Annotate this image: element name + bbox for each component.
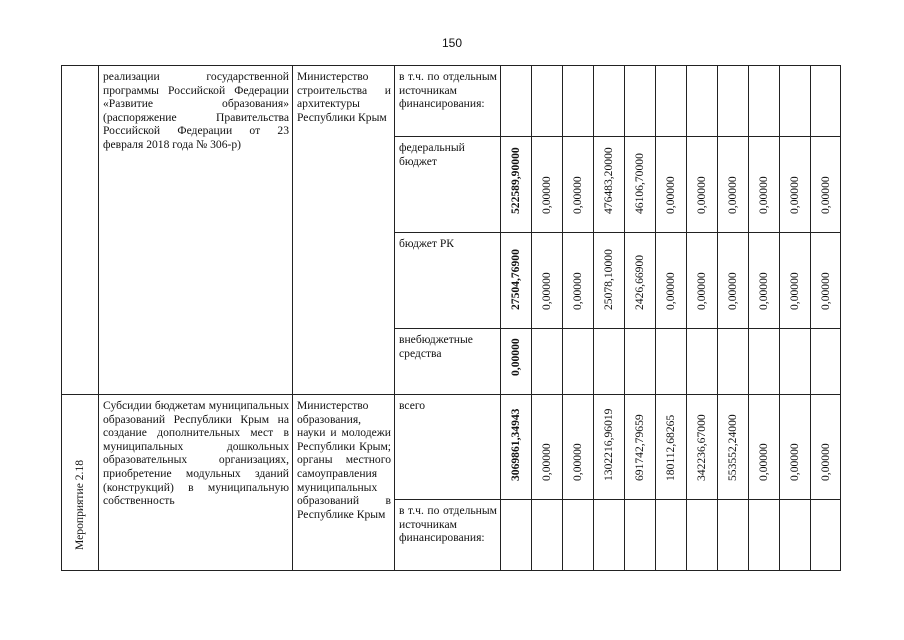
value-cell: [625, 329, 656, 395]
value-cell: [625, 233, 656, 329]
value-cell: [656, 329, 687, 395]
value-cell: [625, 500, 656, 571]
year-value: 0,00000: [757, 176, 770, 215]
source-cell: в т.ч. по отдельным источникам финансирования:: [395, 66, 501, 137]
value-cell: [501, 395, 532, 500]
value-cell: [532, 329, 563, 395]
value-cell: [749, 137, 780, 233]
value-cell: [718, 395, 749, 500]
year-value: 2426,66900: [633, 255, 646, 311]
value-cell: [718, 137, 749, 233]
value-cell: [594, 500, 625, 571]
year-value: 0,00000: [664, 176, 677, 215]
value-cell: [749, 329, 780, 395]
year-value: 0,00000: [726, 272, 739, 311]
year-value: 342236,67000: [695, 414, 708, 482]
year-value: 0,00000: [695, 176, 708, 215]
value-cell: [563, 66, 594, 137]
value-cell: [687, 329, 718, 395]
description-cell: Субсидии бюджетам муниципальных образований Республики Крым на создание дополнительных мест в муниципальных дошкольных образовательных организациях, приобретение модульных зданий (конструкций) в муниципальную собственность: [99, 395, 293, 571]
value-cell: [780, 233, 811, 329]
measure-cell-empty: [62, 66, 99, 395]
measure-label: Мероприятие 2.18: [73, 460, 86, 551]
value-cell: [625, 137, 656, 233]
year-value: 0,00000: [818, 443, 832, 482]
value-cell: [811, 395, 841, 500]
year-value: 46106,70000: [633, 153, 646, 215]
total-value: 27504,76900: [509, 249, 522, 311]
value-cell: [501, 66, 532, 137]
description-cell: реализации государственной программы Российской Федерации «Развитие образования» (распоряжение Правительства Российской Федерации от 23 февраля 2018 года № 306-р): [99, 66, 293, 395]
value-cell: [501, 329, 532, 395]
source-cell: внебюджетные средства: [395, 329, 501, 395]
value-cell: [749, 66, 780, 137]
value-cell: [687, 500, 718, 571]
value-cell: [811, 66, 841, 137]
value-cell: [532, 395, 563, 500]
year-value: 0,00000: [757, 272, 770, 311]
executor-cell: Министерство образования, науки и молодежи Республики Крым; органы местного самоуправления муниципальных образований в Республике Крым: [293, 395, 395, 571]
value-cell: [625, 66, 656, 137]
value-cell: [687, 233, 718, 329]
total-value: 3069861,34943: [509, 408, 522, 482]
year-value: 0,00000: [664, 272, 677, 311]
value-cell: [687, 137, 718, 233]
value-cell: [718, 66, 749, 137]
value-cell: [563, 329, 594, 395]
year-value: 25078,10000: [602, 249, 615, 311]
source-cell: всего: [395, 395, 501, 500]
value-cell: [656, 500, 687, 571]
year-value: 0,00000: [540, 272, 553, 311]
measure-cell: [62, 395, 99, 571]
year-value: 553552,24000: [726, 414, 739, 482]
value-cell: [749, 233, 780, 329]
year-value: 0,00000: [818, 176, 832, 215]
year-value: 0,00000: [571, 272, 584, 311]
year-value: 180112,68265: [664, 415, 677, 482]
value-cell: [532, 233, 563, 329]
financing-table: [61, 65, 841, 571]
value-cell: [501, 137, 532, 233]
value-cell: [718, 329, 749, 395]
value-cell: [780, 395, 811, 500]
value-cell: [656, 395, 687, 500]
year-value: 476483,20000: [602, 147, 615, 215]
year-value: 691742,79659: [633, 414, 646, 482]
value-cell: [563, 137, 594, 233]
value-cell: [811, 137, 841, 233]
year-value: 0,00000: [788, 272, 801, 311]
year-value: 0,00000: [757, 443, 770, 482]
year-value: 0,00000: [571, 176, 584, 215]
year-value: 0,00000: [540, 176, 553, 215]
value-cell: [625, 395, 656, 500]
year-value: 0,00000: [788, 176, 801, 215]
value-cell: [811, 329, 841, 395]
year-value: 0,00000: [788, 443, 801, 482]
value-cell: [780, 137, 811, 233]
total-value: 0,00000: [509, 338, 522, 377]
value-cell: [563, 395, 594, 500]
value-cell: [718, 233, 749, 329]
executor-cell: Министерство строительства и архитектуры Республики Крым: [293, 66, 395, 395]
value-cell: [656, 233, 687, 329]
value-cell: [594, 137, 625, 233]
value-cell: [811, 233, 841, 329]
source-cell: бюджет РК: [395, 233, 501, 329]
value-cell: [687, 66, 718, 137]
table-row: [62, 66, 841, 137]
value-cell: [532, 66, 563, 137]
value-cell: [594, 66, 625, 137]
year-value: 0,00000: [540, 443, 553, 482]
value-cell: [563, 500, 594, 571]
value-cell: [563, 233, 594, 329]
page-number: 150: [441, 36, 463, 50]
year-value: 0,00000: [571, 443, 584, 482]
value-cell: [780, 500, 811, 571]
value-cell: [749, 395, 780, 500]
value-cell: [780, 66, 811, 137]
value-cell: [656, 137, 687, 233]
year-value: 0,00000: [695, 272, 708, 311]
year-value: 1302216,96019: [602, 408, 615, 482]
value-cell: [501, 233, 532, 329]
value-cell: [718, 500, 749, 571]
year-value: 0,00000: [818, 272, 832, 311]
value-cell: [532, 137, 563, 233]
total-value: 522589,90000: [509, 147, 522, 215]
value-cell: [656, 66, 687, 137]
table-row: [62, 395, 841, 500]
value-cell: [594, 233, 625, 329]
year-value: 0,00000: [726, 176, 739, 215]
value-cell: [811, 500, 841, 571]
source-cell: в т.ч. по отдельным источникам финансирования:: [395, 500, 501, 571]
value-cell: [749, 500, 780, 571]
source-cell: федеральный бюджет: [395, 137, 501, 233]
value-cell: [780, 329, 811, 395]
value-cell: [501, 500, 532, 571]
value-cell: [532, 500, 563, 571]
value-cell: [594, 329, 625, 395]
value-cell: [594, 395, 625, 500]
value-cell: [687, 395, 718, 500]
